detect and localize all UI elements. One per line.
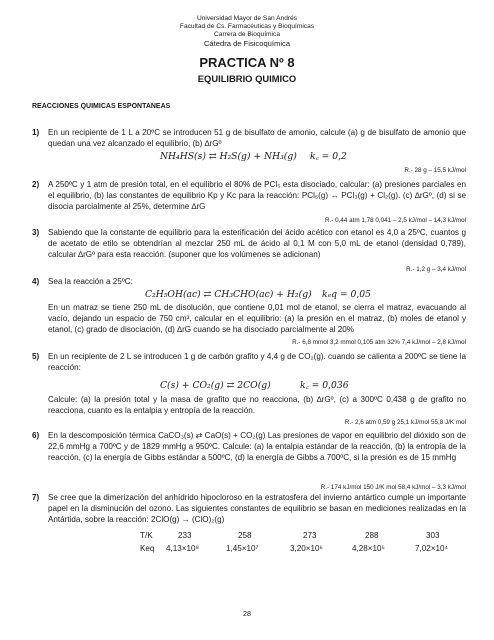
answer: R.- 1,2 g – 3,4 kJ/mol xyxy=(406,266,466,273)
problem-text: En un recipiente de 1 L a 20ºC se introducen 51 g de bisulfato de amonio, calcule (a) g de bisulfato de amonio que quedan una vez alcanzado el equilibrio, (b) ∆rGº xyxy=(48,128,466,149)
problem-7 xyxy=(32,492,466,564)
problem-4 xyxy=(32,276,466,346)
course-name: Cátedra de Fisicoquímica xyxy=(203,39,291,48)
problem-number: 5) xyxy=(32,352,40,361)
table-cell: 4,28×10⁵ xyxy=(352,544,385,553)
problem-5 xyxy=(32,351,466,425)
table-cell: 233 xyxy=(178,531,192,540)
table-cell: 4,13×10⁸ xyxy=(166,544,199,553)
table-cell: 3,20×10⁶ xyxy=(290,544,323,553)
answer: R.- 6,8 mmol 3,2 mmol 0,105 atm 32% 7,4 kJ/mol – 2,8 kJ/mol xyxy=(292,339,466,346)
answer: R.- 174 kJ/mol 150 J/K mol 58,4 kJ/mol – 3,3 kJ/mol xyxy=(320,484,466,491)
page-number: 28 xyxy=(243,609,251,618)
university-name: Universidad Mayor de San Andrés xyxy=(196,15,298,22)
reaction-equation: C₂H₅OH(ac) ⇄ CH₃CHO(ac) + H₂(g) xyxy=(145,289,312,300)
table-cell: 7,02×10⁴ xyxy=(415,544,448,553)
problem-6 xyxy=(32,430,466,490)
faculty-name: Facultad de Cs. Farmacéuticas y Bioquímicas xyxy=(179,23,315,30)
problem-number: 3) xyxy=(32,228,40,237)
page-title: PRACTICA Nº 8 xyxy=(199,55,295,70)
table-cell: 1,45×10⁷ xyxy=(226,544,259,553)
table-cell: 288 xyxy=(365,531,379,540)
problem-2 xyxy=(32,179,466,227)
problem-text: A 250ºC y 1 atm de presión total, en el equilibrio el 80% de PCl₅ esta disociado, calcular: (a) presiones parciales en el equilibrio, (b) las constantes de equilibrio Kp y Kc para la reacción: PCl₅(g) ↔ PCl₃(g) + Cl₂(g). (c) ∆rGº, (d) si se disocia parcialmente al 25%, determine ∆rG xyxy=(48,180,466,212)
problem-number: 6) xyxy=(32,431,40,440)
problem-text-continued: En un matraz se tiene 250 mL de disolución, que contiene 0,01 mol de etanol, se cierra el matraz, evacuando al vacío, dejando un espacio de 750 cm³, calcular en el equilibrio: (a) la presión en el matraz, (b) moles de etanol y etanol, (c) grado de disociación, (d) ∆rG cuando se ha disociado parcialmente al 20% xyxy=(48,303,466,335)
problem-number: 2) xyxy=(32,180,40,189)
problem-text-continued: Calcule: (a) la presión total y la masa de grafito que no reacciona, (b) ∆rGº, (c) a 300ºC 0,438 g de grafito no reacciona, cuanto es la entalpia y entropía de la reacción. xyxy=(48,395,466,416)
problem-number: 7) xyxy=(32,493,40,502)
career-name: Carrera de Bioquímica xyxy=(214,31,280,38)
equilibrium-constant: k꜀ = 0,036 xyxy=(300,380,349,391)
answer: R.- 0,44 atm 1,78 0,041 – 2,5 kJ/mol – 14,3 kJ/mol xyxy=(324,217,466,224)
problem-number: 1) xyxy=(32,128,40,137)
table-cell: 303 xyxy=(426,531,440,540)
equilibrium-constant: kₑq = 0,05 xyxy=(322,289,372,300)
table-header-keq: Keq xyxy=(140,544,155,553)
table-header-temperature: T/K xyxy=(140,531,153,540)
problem-text: En un recipiente de 2 L se introducen 1 g de carbón grafito y 4,4 g de CO₂(g). cuando se calienta a 200ºC se tiene la reacción: xyxy=(48,352,466,373)
reaction-equation: NH₄HS(s) ⇄ H₂S(g) + NH₃(g) xyxy=(160,151,297,162)
problem-text: Sabiendo que la constante de equilibrio para la esterificación del ácido acético con etanol es 4,0 a 25ºC, cuantos g de acetato de etilo se obtendrían al mezclar 250 mL de ácido al 0,1 M con 5,0 mL de etanol (densidad 0,789), calcular ∆rGº para esta reacción. (suponer que los volúmenes se adicionan) xyxy=(48,228,466,260)
table-cell: 258 xyxy=(238,531,252,540)
answer: R.- 28 g – 15,5 kJ/mol xyxy=(404,167,466,174)
page-subtitle: EQUILIBRIO QUIMICO xyxy=(197,73,297,84)
reaction-equation: C(s) + CO₂(g) ⇄ 2CO(g) xyxy=(160,380,271,391)
problem-text: Sea la reacción a 25ºC: xyxy=(48,277,133,286)
problem-3 xyxy=(32,227,466,275)
problem-1 xyxy=(32,127,466,177)
problem-number: 4) xyxy=(32,277,40,286)
table-cell: 273 xyxy=(303,531,317,540)
problem-text: Se cree que la dimerización del anhídrido hipocloroso en la estratosfera del invierno antártico cumple un importante papel en la disminución del ozono. Las siguientes constantes de equilibrio se basan en mediciones realizadas en la Antártida, sobre la reacción: 2ClO(g) → (ClO)₂(g) xyxy=(48,493,466,525)
equilibrium-constant: k꜀ = 0,2 xyxy=(310,151,347,162)
section-heading: REACCIONES QUIMICAS ESPONTANEAS xyxy=(32,103,171,110)
answer: R.- 2,6 atm 0,59 g 25,1 kJ/mol 55,8 J/K mol xyxy=(344,419,466,426)
problem-text: En la descomposición térmica CaCO₃(s) ⇄ CaO(s) + CO₂(g) Las presiones de vapor en equilibrio del dióxido son de 22,6 mmHg a 700ºC y de 1829 mmHg a 950ºC. Calcule: (a) la entalpia estándar de la reacción, (b) la entropía de la reacción, (c) la energía de Gibbs estándar a 500ºC, (d) la energía de Gibbs a 700ºC, si la presión es de 15 mmHg xyxy=(48,431,466,463)
